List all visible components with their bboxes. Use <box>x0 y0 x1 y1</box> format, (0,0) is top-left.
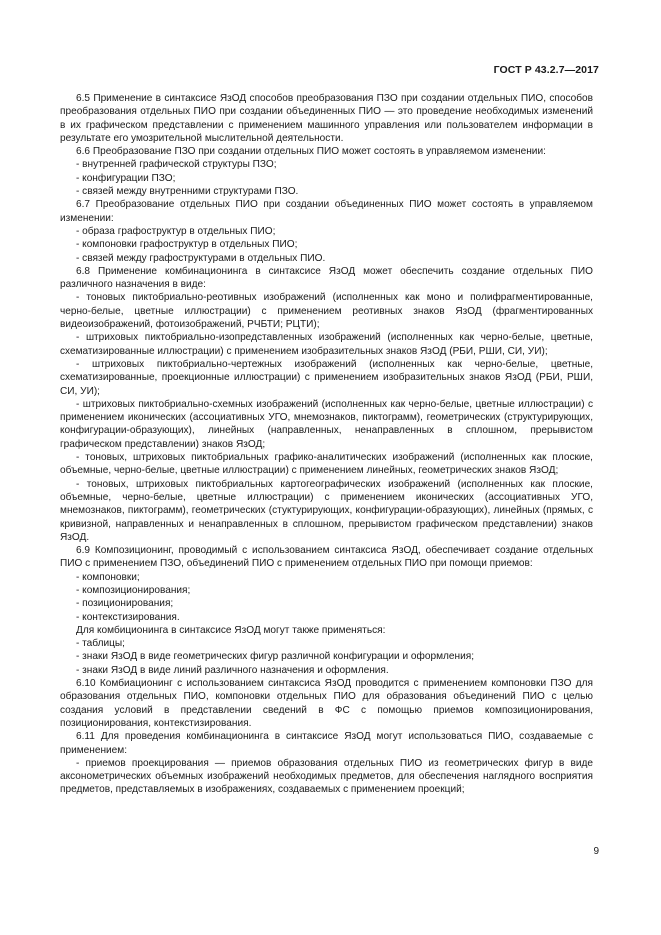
body-text <box>60 92 593 797</box>
list-item: - контекстизирования. <box>76 611 180 623</box>
section-6-6: 6.6 Преобразование ПЗО при создании отдельных ПИО может состоять в управляемом изменении: <box>76 146 546 158</box>
list-item: - штриховых пиктобриально-чертежных изображений (исполненных как черно-белые, цветные, схематизированные, проекционные иллюстрации) с применением изобразительных знаков ЯзОД (РБИ, РШИ, СИ, УИ); <box>60 358 593 397</box>
list-item: - тоновых, штриховых пиктобриальных картогеографических изображений (исполненных как плоские, объемные, черно-белые, цветные иллюстрации) с применением иконических (ассоциативных УГО, мнемознаков, пиктограмм), геометрических (стуктурирующих, конфигурации-образующих), линейных (прямых, с кривизной, направленных и ненаправленных в сплошном, прерывистом графическом представлении) знаков ЯзОД. <box>60 478 593 543</box>
list-item: - композиционирования; <box>76 584 191 596</box>
list-item: - тоновых пиктобриально-реотивных изображений (исполненных как моно и полифрагментированные, черно-белые, цветные иллюстрации) с применением реотивных знаков ЯзОД (фрагментированных видеоизображений, фотоизображений, РЧБТИ; РЦТИ); <box>60 292 593 331</box>
page-number: 9 <box>593 846 599 857</box>
list-item: - компоновки; <box>76 571 140 583</box>
combinationing-intro: Для комбиционинга в синтаксисе ЯзОД могут также применяться: <box>76 624 386 636</box>
list-item: - знаки ЯзОД в виде линий различного назначения и оформления. <box>76 664 389 676</box>
list-item: - связей между внутренними структурами ПЗО. <box>76 186 299 198</box>
list-item: - тоновых, штриховых пиктобриальных графико-аналитических изображений (исполненных как плоские, объемные, черно-белые, цветные иллюстрации) с применением линейных, геометрических знаков ЯзОД; <box>60 452 593 477</box>
section-6-5: 6.5 Применение в синтаксисе ЯзОД способов преобразования ПЗО при создании отдельных ПИО, способов преобразования отдельных ПИО при создании объединенных ПИО — это проведение необходимых изменений в их графическом представлении с применением машинного управления или пользователем информации в результате его умозрительной мыслительной деятельности. <box>60 93 593 144</box>
list-item: - приемов проекцирования — приемов образования отдельных ПИО из геометрических фигур в виде аксонометрических объемных изображений необходимых предметов, для обеспечения наглядного восприятия предметов, представляемых в изображениях, создаваемых с применением проекций; <box>60 757 593 796</box>
list-item: - образа графоструктур в отдельных ПИО; <box>76 225 276 237</box>
section-6-7: 6.7 Преобразование отдельных ПИО при создании объединенных ПИО может состоять в управляемом изменении: <box>60 199 593 224</box>
document-code-header: ГОСТ Р 43.2.7—2017 <box>493 64 599 76</box>
list-item: - позиционирования; <box>76 598 174 610</box>
section-6-11: 6.11 Для проведения комбинационинга в синтаксисе ЯзОД могут использоваться ПИО, создаваемые с применением: <box>60 731 593 756</box>
list-item: - компоновки графоструктур в отдельных ПИО; <box>76 239 298 251</box>
list-item: - таблицы; <box>76 638 125 650</box>
list-item: - внутренней графической структуры ПЗО; <box>76 159 277 171</box>
list-item: - связей между графоструктурами в отдельных ПИО. <box>76 252 326 264</box>
section-6-9: 6.9 Композиционинг, проводимый с использованием синтаксиса ЯзОД, обеспечивает создание отдельных ПИО с применением ПЗО, объединений ПИО с применением отдельных ПИО при помощи приемов: <box>60 545 593 570</box>
list-item: - конфигурации ПЗО; <box>76 172 176 184</box>
list-item: - штриховых пиктобриально-схемных изображений (исполненных как черно-белые, цветные иллюстрации) с применением иконических (ассоциативных УГО, мнемознаков, пиктограмм), геометрических (структурирующих, конфигурации-образующих), линейных (направленных, ненаправленных в сплошном, прерывистом графическом представлении) знаков ЯзОД; <box>60 398 593 450</box>
list-item: - штриховых пиктобриально-изопредставленных изображений (исполненных как черно-белые, цветные, схематизированные иллюстрации) с применением изобразительных знаков ЯзОД (РБИ, РШИ, СИ, УИ); <box>60 332 593 357</box>
section-6-8: 6.8 Применение комбинационинга в синтаксисе ЯзОД может обеспечить создание отдельных ПИО различного назначения в виде: <box>60 265 593 291</box>
section-6-10: 6.10 Комбиационинг с использованием синтаксиса ЯзОД проводится с применением компоновки ПЗО для образования отдельных ПИО, компоновки отдельных ПИО для образования объединений ПИО с целью создания условий в представлении сведений в ФС с помощью приемов композиционирования, позиционирования, контекстизирования. <box>60 678 593 729</box>
list-item: - знаки ЯзОД в виде геометрических фигур различной конфигурации и оформления; <box>76 651 475 663</box>
